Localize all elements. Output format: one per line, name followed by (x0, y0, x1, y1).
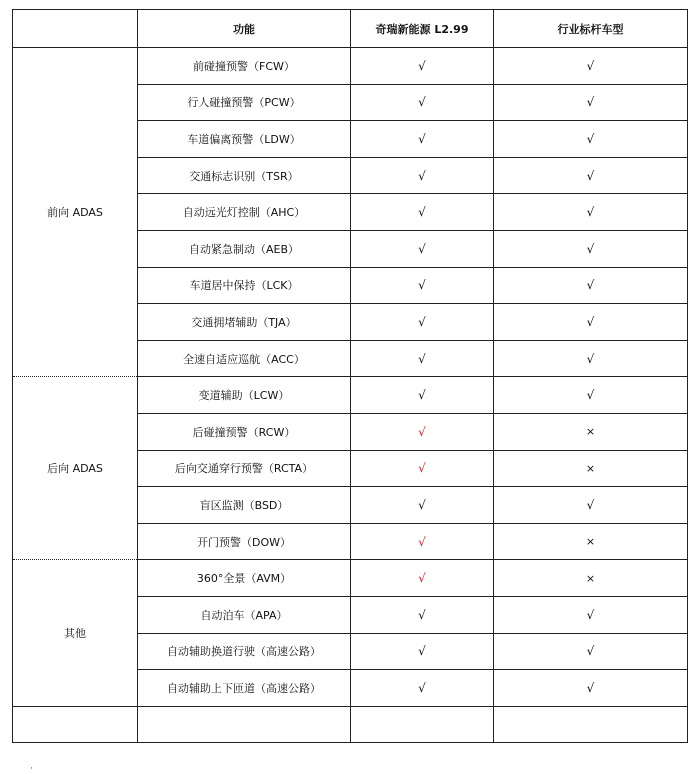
check-mark-icon: √ (418, 58, 426, 73)
table-row (13, 48, 688, 85)
header-feature: 功能 (138, 10, 351, 48)
model-b-cell (494, 596, 688, 633)
check-mark-icon: √ (418, 424, 426, 439)
check-mark-icon: √ (586, 680, 595, 695)
footnote-dot: · (30, 764, 33, 774)
model-a-cell (351, 633, 494, 670)
check-mark-icon: √ (418, 534, 426, 549)
group-label: 后向 ADAS (13, 377, 138, 560)
empty-cell (138, 706, 351, 743)
group-label: 前向 ADAS (13, 48, 138, 377)
check-mark-icon: √ (418, 461, 426, 476)
model-b-cell (494, 84, 688, 121)
cross-mark-icon: × (585, 461, 596, 475)
model-a-cell (351, 48, 494, 85)
feature-name: 后碰撞预警（RCW） (138, 413, 351, 450)
model-b-cell (494, 121, 688, 158)
check-mark-icon: √ (586, 388, 595, 403)
check-mark-icon: √ (418, 168, 426, 183)
model-a-cell (351, 596, 494, 633)
check-mark-icon: √ (586, 497, 595, 512)
empty-cell (494, 706, 688, 743)
model-b-cell (494, 523, 688, 560)
model-b-cell (494, 304, 688, 341)
table-row (13, 560, 688, 597)
model-b-cell (494, 413, 688, 450)
cross-mark-icon: × (585, 571, 596, 585)
group-label: 其他 (13, 560, 138, 706)
check-mark-icon: √ (586, 314, 595, 329)
check-mark-icon: √ (586, 131, 595, 146)
check-mark-icon: √ (586, 95, 595, 110)
feature-name: 360°全景（AVM） (138, 560, 351, 597)
model-a-cell (351, 340, 494, 377)
header-model-a: 奇瑞新能源 L2.99 (351, 10, 494, 48)
feature-name: 自动辅助换道行驶（高速公路） (138, 633, 351, 670)
check-mark-icon: √ (418, 205, 426, 220)
check-mark-icon: √ (418, 571, 426, 586)
model-b-cell (494, 48, 688, 85)
empty-cell (13, 706, 138, 743)
model-b-cell (494, 670, 688, 707)
model-a-cell (351, 267, 494, 304)
table-header-row (13, 10, 688, 48)
check-mark-icon: √ (586, 241, 595, 256)
header-category (13, 10, 138, 48)
model-b-cell (494, 450, 688, 487)
cross-mark-icon: × (585, 535, 596, 549)
check-mark-icon: √ (586, 644, 595, 659)
feature-name: 后向交通穿行预警（RCTA） (138, 450, 351, 487)
feature-name: 自动远光灯控制（AHC） (138, 194, 351, 231)
model-a-cell (351, 487, 494, 524)
model-b-cell (494, 633, 688, 670)
model-b-cell (494, 340, 688, 377)
table-body (13, 48, 688, 743)
cross-mark-icon: × (585, 425, 596, 439)
check-mark-icon: √ (418, 351, 426, 366)
check-mark-icon: √ (418, 314, 426, 329)
check-mark-icon: √ (586, 278, 595, 293)
feature-name: 行人碰撞预警（PCW） (138, 84, 351, 121)
feature-name: 开门预警（DOW） (138, 523, 351, 560)
model-a-cell (351, 304, 494, 341)
model-b-cell (494, 230, 688, 267)
feature-name: 前碰撞预警（FCW） (138, 48, 351, 85)
feature-name: 变道辅助（LCW） (138, 377, 351, 414)
model-b-cell (494, 560, 688, 597)
feature-name: 自动紧急制动（AEB） (138, 230, 351, 267)
model-a-cell (351, 121, 494, 158)
check-mark-icon: √ (418, 388, 426, 403)
model-b-cell (494, 487, 688, 524)
model-b-cell (494, 267, 688, 304)
feature-name: 全速自适应巡航（ACC） (138, 340, 351, 377)
feature-name: 交通拥堵辅助（TJA） (138, 304, 351, 341)
check-mark-icon: √ (418, 680, 426, 695)
model-b-cell (494, 157, 688, 194)
feature-name: 自动辅助上下匝道（高速公路） (138, 670, 351, 707)
check-mark-icon: √ (418, 497, 426, 512)
model-a-cell (351, 560, 494, 597)
model-b-cell (494, 377, 688, 414)
empty-row (13, 706, 688, 743)
check-mark-icon: √ (418, 644, 426, 659)
check-mark-icon: √ (418, 131, 426, 146)
model-a-cell (351, 670, 494, 707)
model-a-cell (351, 413, 494, 450)
feature-name: 自动泊车（APA） (138, 596, 351, 633)
feature-name: 盲区监测（BSD） (138, 487, 351, 524)
table-row (13, 377, 688, 414)
feature-name: 车道偏离预警（LDW） (138, 121, 351, 158)
check-mark-icon: √ (586, 58, 595, 73)
feature-name: 交通标志识别（TSR） (138, 157, 351, 194)
model-a-cell (351, 450, 494, 487)
model-a-cell (351, 230, 494, 267)
check-mark-icon: √ (418, 241, 426, 256)
empty-cell (351, 706, 494, 743)
check-mark-icon: √ (418, 95, 426, 110)
check-mark-icon: √ (418, 607, 426, 622)
check-mark-icon: √ (586, 607, 595, 622)
check-mark-icon: √ (418, 278, 426, 293)
check-mark-icon: √ (586, 168, 595, 183)
model-a-cell (351, 377, 494, 414)
check-mark-icon: √ (586, 351, 595, 366)
header-model-b: 行业标杆车型 (494, 10, 688, 48)
model-a-cell (351, 157, 494, 194)
feature-name: 车道居中保持（LCK） (138, 267, 351, 304)
model-a-cell (351, 84, 494, 121)
feature-comparison-table (12, 9, 688, 743)
model-b-cell (494, 194, 688, 231)
model-a-cell (351, 523, 494, 560)
model-a-cell (351, 194, 494, 231)
check-mark-icon: √ (586, 205, 595, 220)
